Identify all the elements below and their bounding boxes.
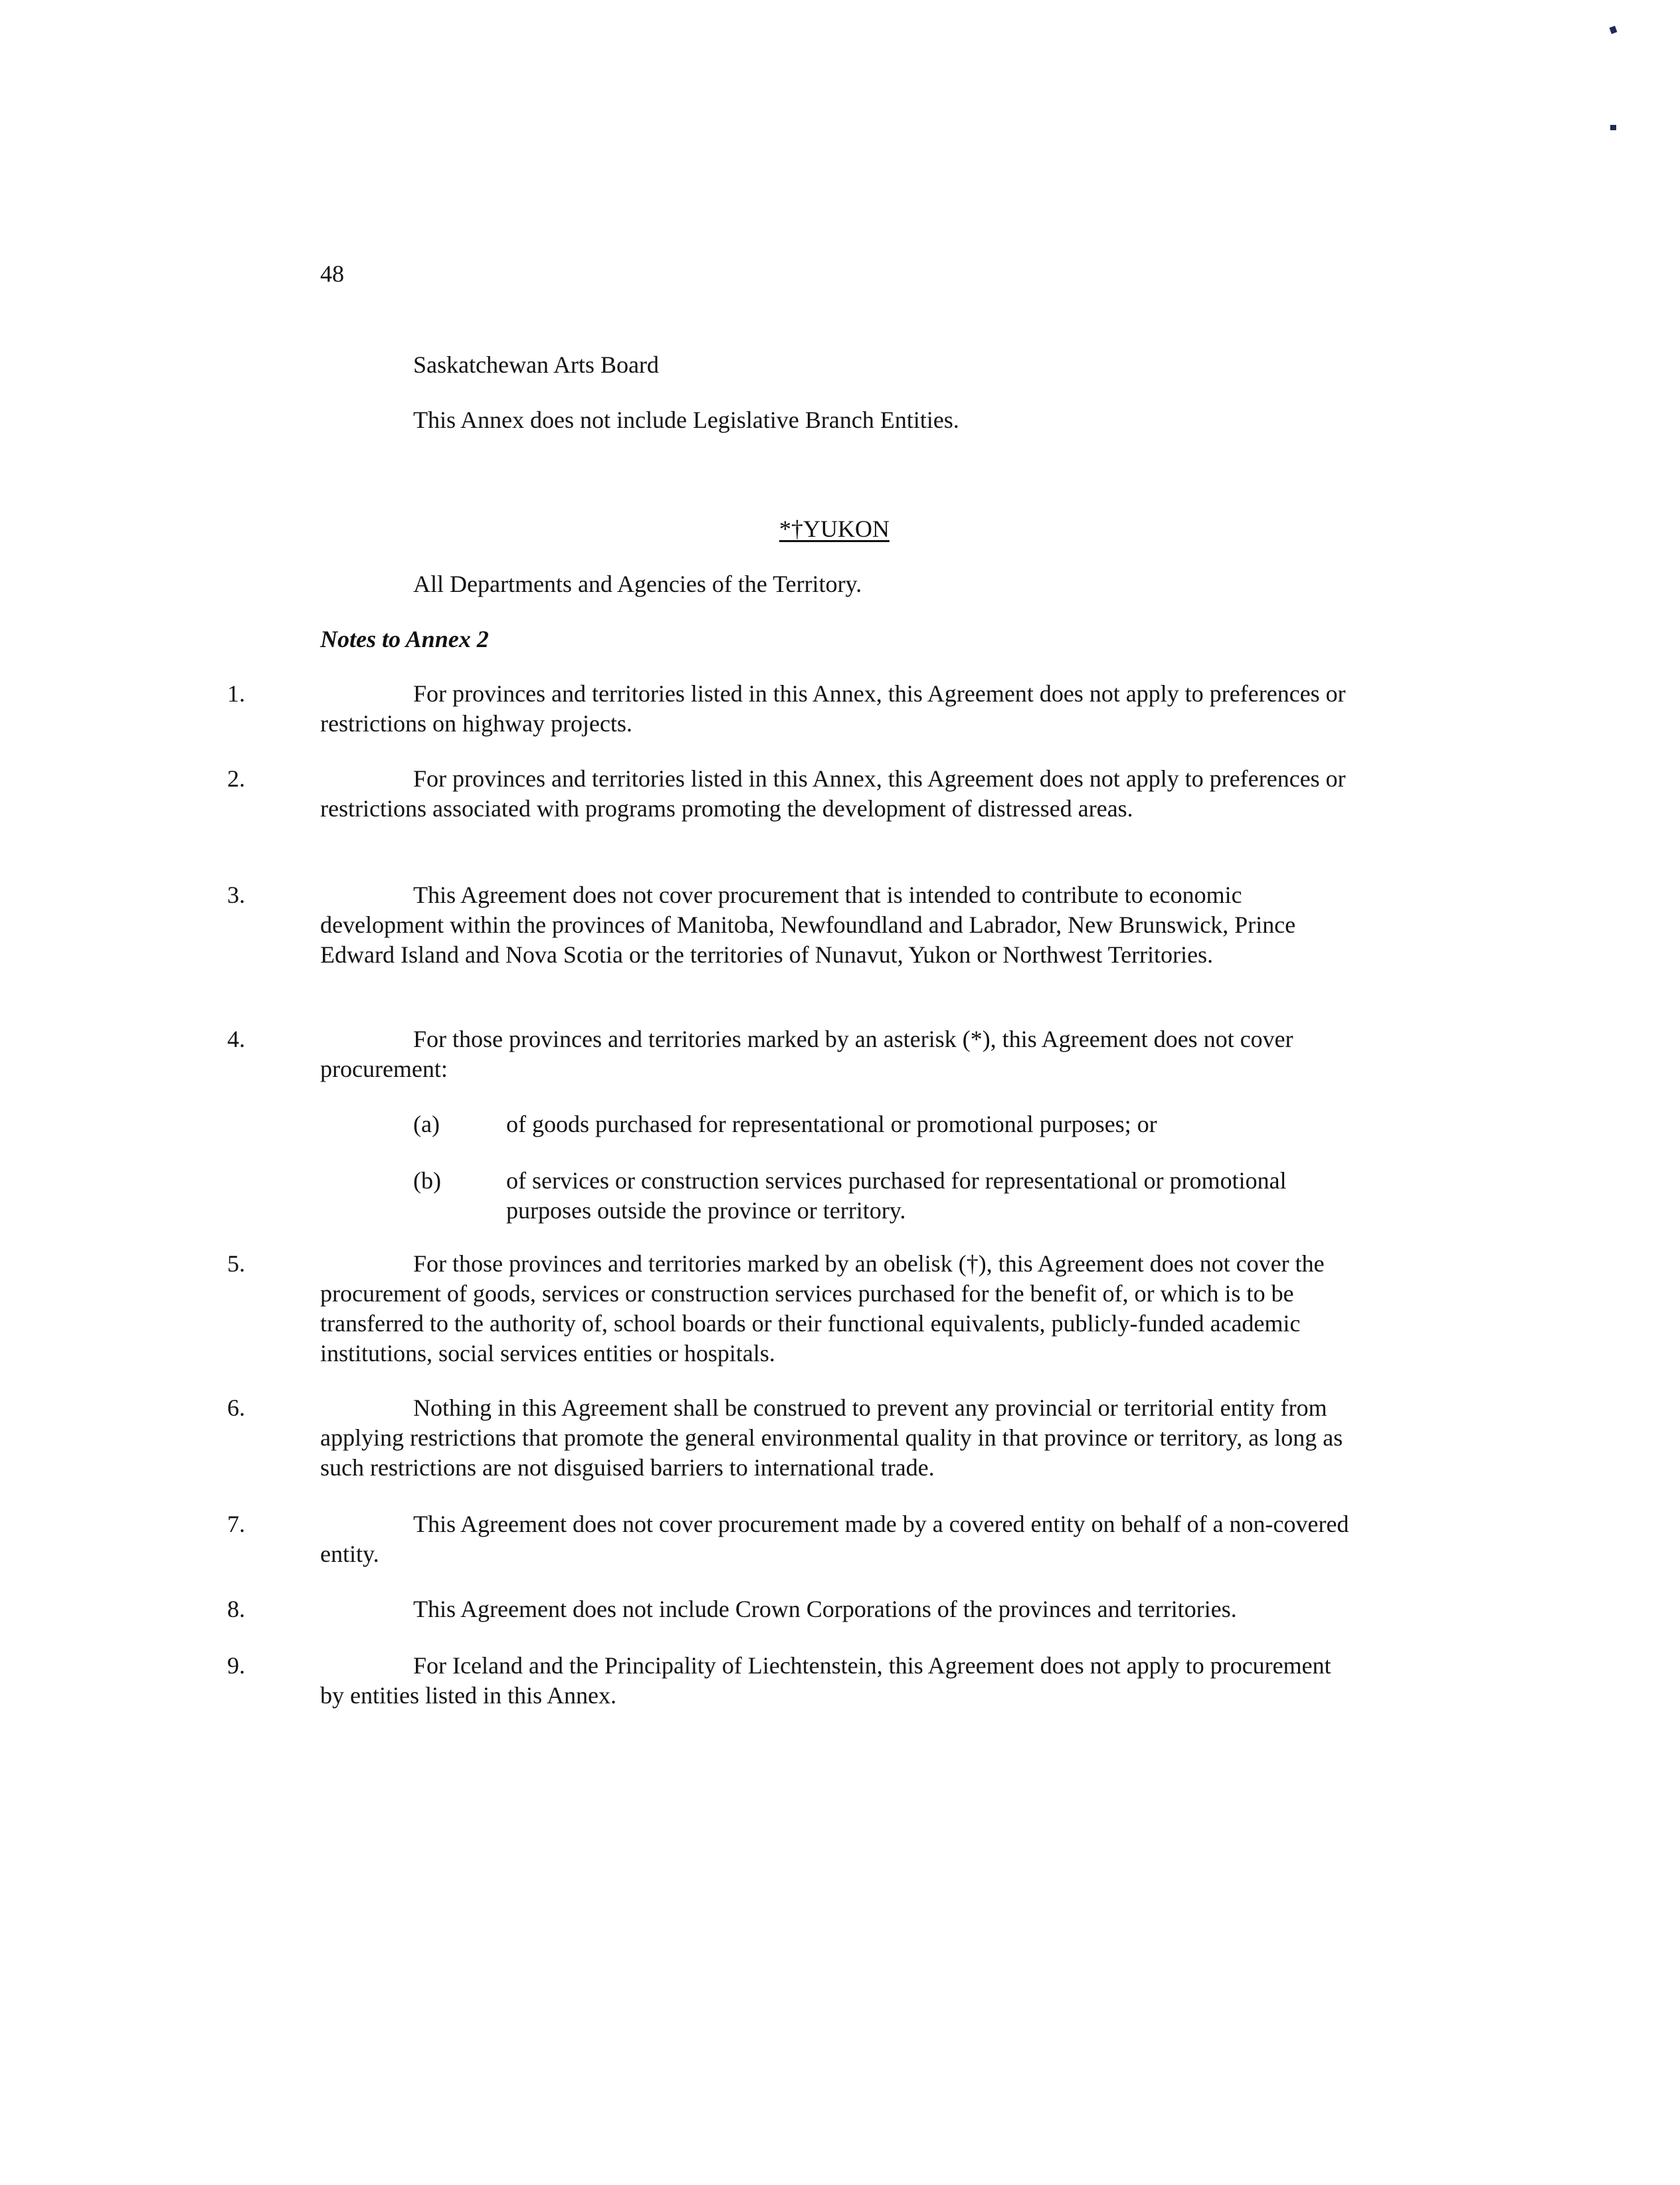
note-text: This Agreement does not cover procurement that is intended to contribute to economic development within the provinces of Manitoba, Newfoundland and Labrador, New Brunswick, Prince Edward Island and Nova Scotia or the territories of Nunavut, Yukon or Northwest Territories. xyxy=(320,882,1296,968)
note-text: For provinces and territories listed in this Annex, this Agreement does not apply to preferences or restrictions on highway projects. xyxy=(320,680,1346,737)
entity-line: Saskatchewan Arts Board xyxy=(413,351,659,378)
note-number: 8. xyxy=(227,1596,245,1622)
note-item xyxy=(227,1651,1356,1711)
note-number: 2. xyxy=(227,765,245,792)
note-number: 7. xyxy=(227,1511,245,1537)
note-item xyxy=(227,1594,1356,1624)
note-item xyxy=(227,1024,1356,1084)
note-text: This Agreement does not cover procurement made by a covered entity on behalf of a non-covered entity. xyxy=(320,1511,1349,1567)
note-number: 5. xyxy=(227,1250,245,1277)
note-item xyxy=(227,679,1356,739)
subitem-text: of goods purchased for representational or promotional purposes; or xyxy=(506,1111,1157,1137)
note-text: For those provinces and territories marked by an obelisk (†), this Agreement does not cover the procurement of goods, services or construction services purchased for the benefit of, or which is to be transferred to the authority of, school boards or their functional equivalents, publicly-funded academic institutions, social services entities or hospitals. xyxy=(320,1250,1325,1367)
subitem-text: of services or construction services purchased for representational or promotional purposes outside the province or territory. xyxy=(506,1167,1287,1224)
note-number: 3. xyxy=(227,882,245,908)
note-number: 4. xyxy=(227,1026,245,1052)
yukon-entities-line: All Departments and Agencies of the Territory. xyxy=(413,571,862,597)
note-item xyxy=(227,1509,1356,1569)
note-number: 1. xyxy=(227,680,245,707)
yukon-heading: *†YUKON xyxy=(779,516,889,542)
note-number: 6. xyxy=(227,1394,245,1421)
note-text: For those provinces and territories marked by an asterisk (*), this Agreement does not cover procurement: xyxy=(320,1026,1293,1082)
notes-heading: Notes to Annex 2 xyxy=(320,626,489,652)
note-text: This Agreement does not include Crown Corporations of the provinces and territories. xyxy=(413,1596,1237,1622)
note-text: For Iceland and the Principality of Liechtenstein, this Agreement does not apply to procurement by entities listed in this Annex. xyxy=(320,1652,1331,1709)
note-item xyxy=(227,1249,1356,1369)
note-number: 9. xyxy=(227,1652,245,1679)
subitem-label: (a) xyxy=(413,1111,440,1137)
subitem-label: (b) xyxy=(413,1167,441,1194)
page-number: 48 xyxy=(320,260,344,287)
annex-exclusion-line: This Annex does not include Legislative Branch Entities. xyxy=(413,407,959,433)
scan-speck xyxy=(1610,125,1616,130)
note-text: For provinces and territories listed in this Annex, this Agreement does not apply to preferences or restrictions associated with programs promoting the development of distressed areas. xyxy=(320,765,1346,822)
note-text: Nothing in this Agreement shall be construed to prevent any provincial or territorial entity from applying restrictions that promote the general environmental quality in that province or territory, as long as such restrictions are not disguised barriers to international trade. xyxy=(320,1394,1343,1481)
note-item xyxy=(227,1393,1356,1483)
scan-speck xyxy=(1610,26,1618,34)
note-item xyxy=(227,880,1356,970)
note-item xyxy=(227,764,1356,824)
